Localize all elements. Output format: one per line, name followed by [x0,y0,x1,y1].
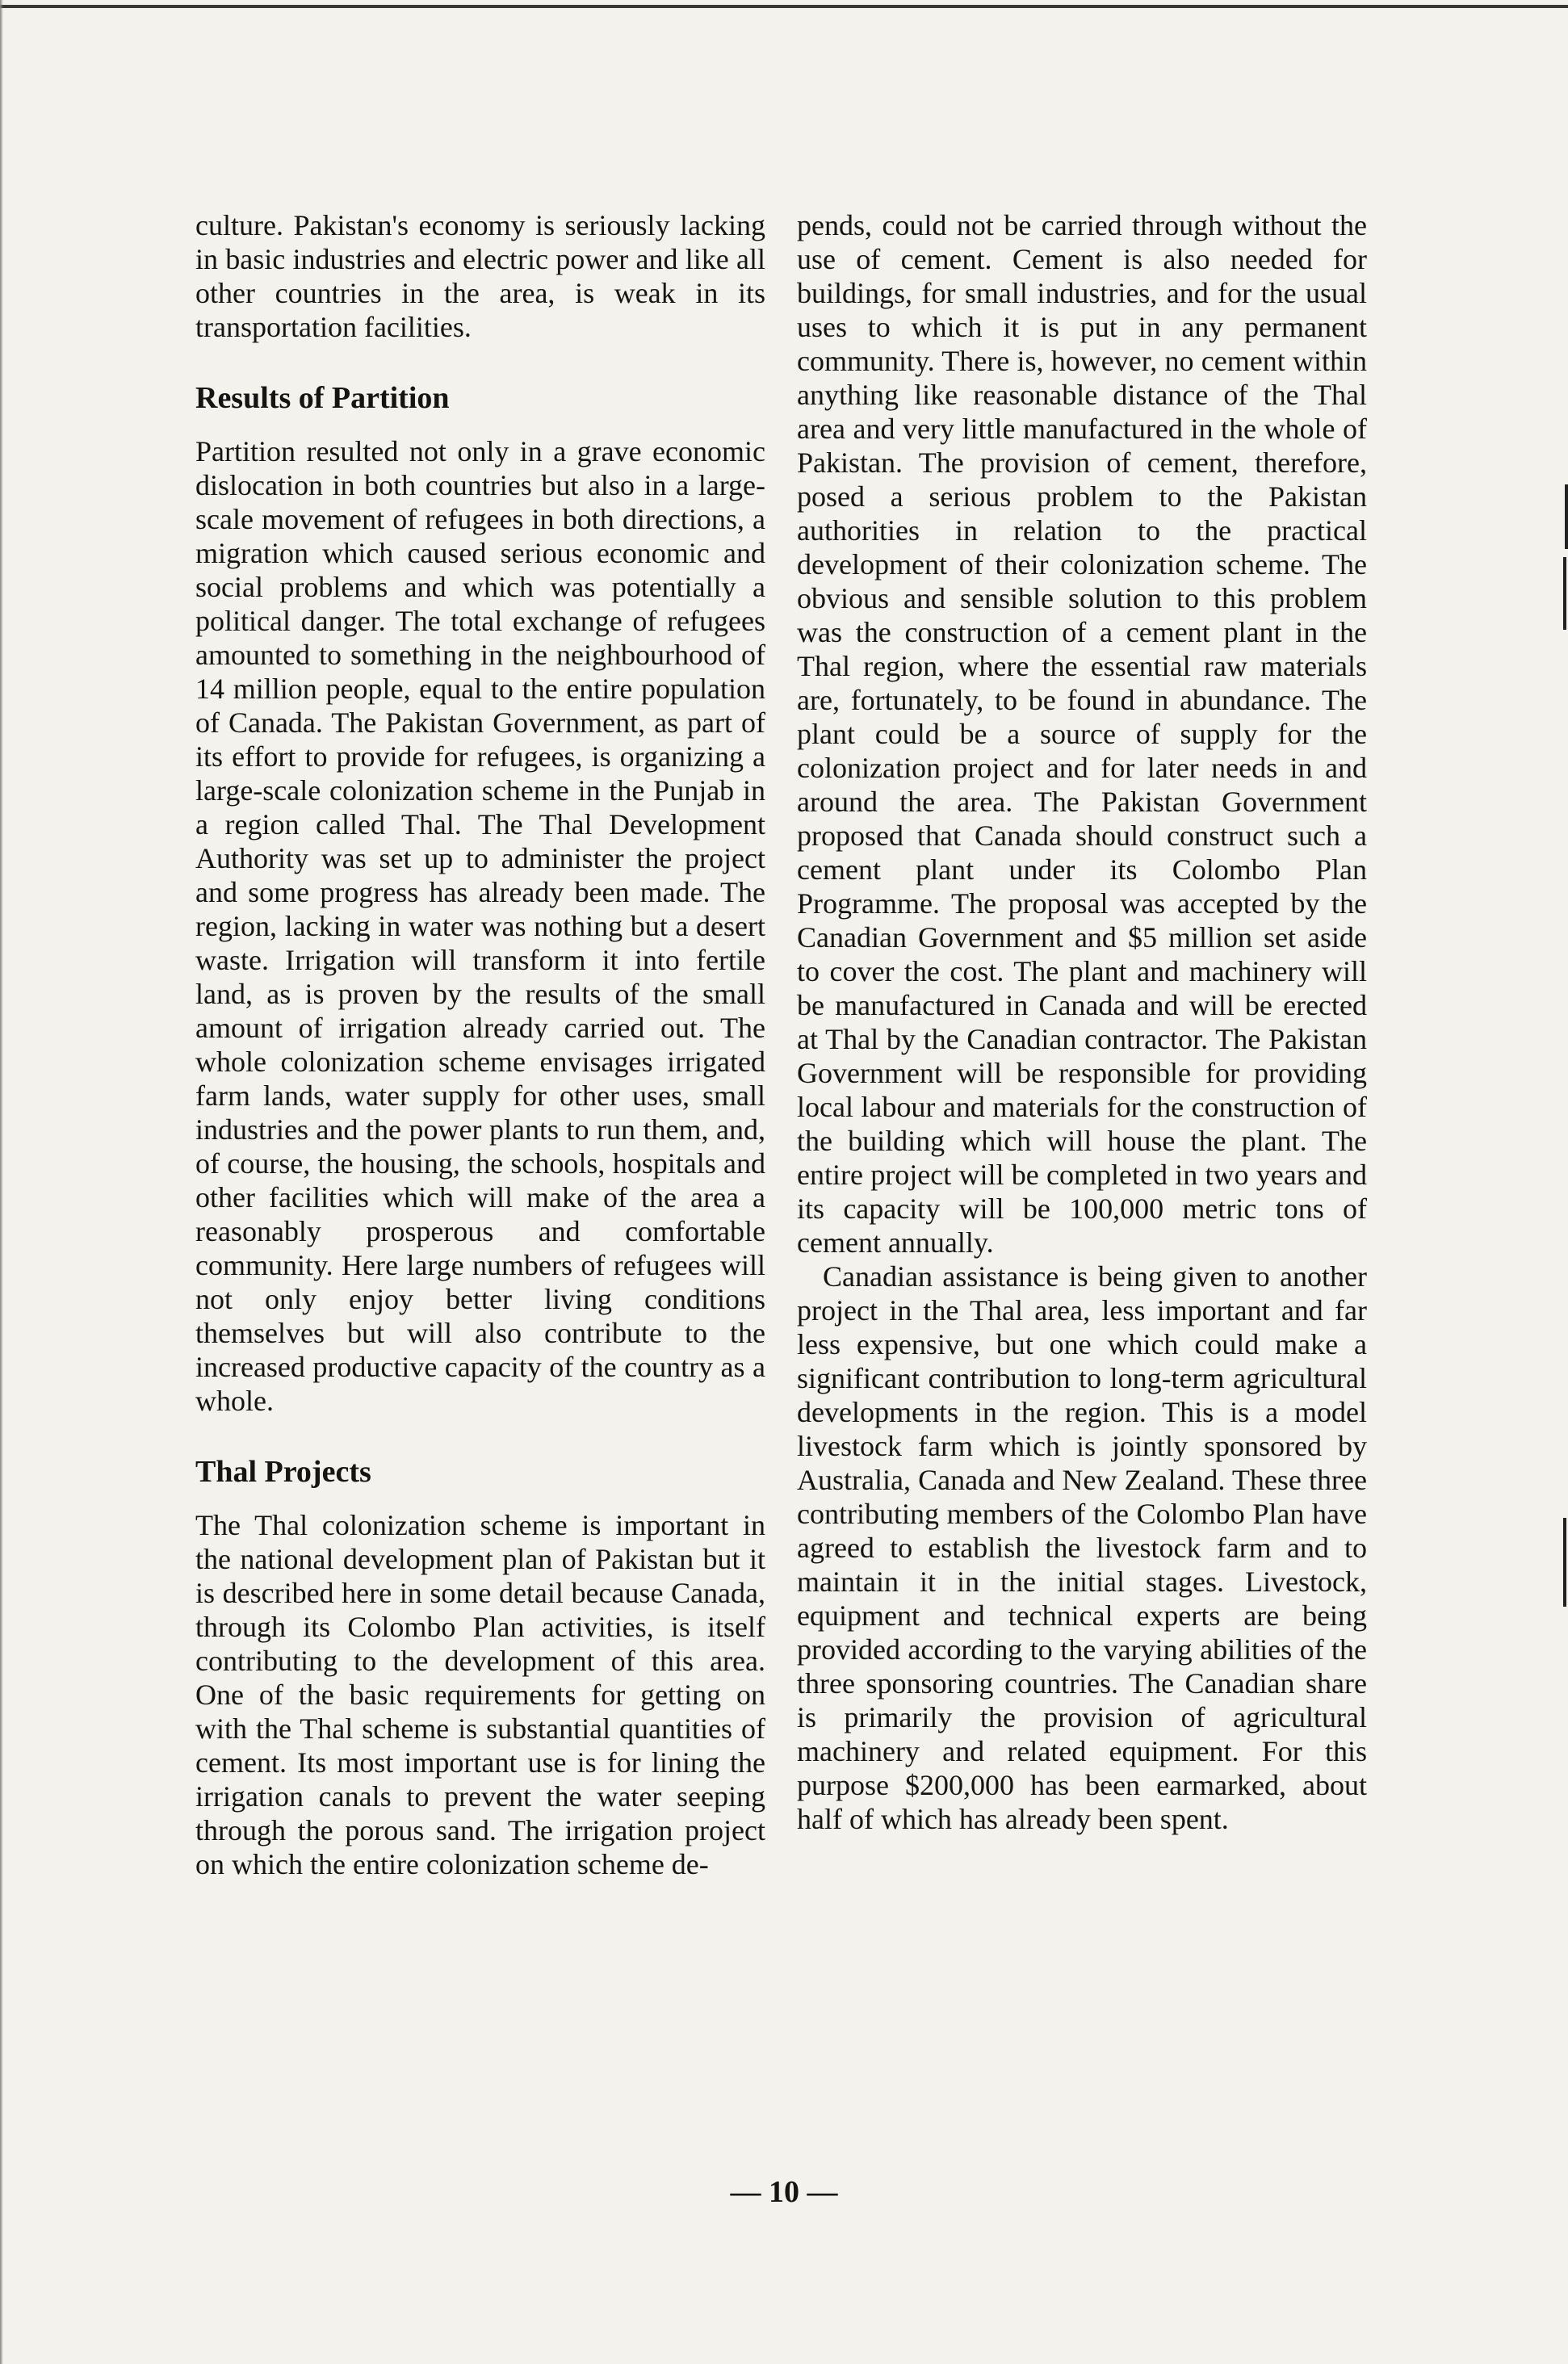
spacer [195,1418,765,1455]
left-column [195,208,765,1881]
right-column [797,208,1367,1836]
page-number: — 10 — [730,2175,838,2209]
spacer [195,1489,765,1508]
paragraph-livestock-farm: Canadian assistance is being given to another project in the Thal area, less important and far less expensive, but one which could make a significant contribution to long-term agricultural developments in the region. This is a model livestock farm which is jointly sponsored by Australia, Canada and New Zealand. These three contributing members of the Colombo Plan have agreed to establish the livestock farm and to maintain it in the initial stages. Livestock, equipment and technical experts are being provided according to the varying abilities of the three sponsoring countries. The Canadian share is primarily the provision of agricultural machinery and related equipment. For this purpose $200,000 has been earmarked, about half of which has already been spent. [797,1260,1367,1835]
spacer [195,344,765,381]
margin-bracket-mark [1565,484,1568,549]
heading-thal-projects: Thal Projects [195,1455,371,1489]
top-border-rule [0,5,1568,8]
margin-bracket-mark [1563,1518,1566,1607]
spacer [195,415,765,434]
paragraph-cement: pends, could not be carried through without the use of cement. Cement is also needed for buildings, for small industries, and for the usual uses to which it is put in any permanent community. There is, however, no cement within anything like reasonable distance of the Thal area and very little manufactured in the whole of Pakistan. The provision of cement, therefore, posed a serious problem to the Pakistan authorities in relation to the practical development of their colonization scheme. The obvious and sensible solution to this problem was the construction of a cement plant in the Thal region, where the essential raw materials are, fortunately, to be found in abundance. The plant could be a source of supply for the colonization project and for later needs in and around the area. The Pakistan Government proposed that Canada should construct such a cement plant under its Colombo Plan Programme. The proposal was accepted by the Canadian Government and $5 million set aside to cover the cost. The plant and machinery will be manufactured in Canada and will be erected at Thal by the Canadian contractor. The Pakistan Government will be responsible for providing local labour and materials for the construction of the building which will house the plant. The entire project will be completed in two years and its capacity will be 100,000 metric tons of cement annually. [797,209,1367,1259]
paragraph-thal-scheme: The Thal colonization scheme is important in the national development plan of Pakistan but it is described here in some detail because Canada, through its Colombo Plan activities, is itself contributing to the development of this area. One of the basic requirements for getting on with the Thal scheme is substantial quantities of cement. Its most important use is for lining the irrigation canals to prevent the water seeping through the porous sand. The irrigation project on which the entire colonization scheme de- [195,1509,765,1880]
heading-results-of-partition: Results of Partition [195,381,450,415]
paragraph-partition: Partition resulted not only in a grave economic dislocation in both countries but also in a large-scale movement of refugees in both directions, a migration which caused serious economic and social problems and which was potentially a political danger. The total exchange of refugees amounted to something in the neighbourhood of 14 million people, equal to the entire population of Canada. The Pakistan Government, as part of its effort to provide for refugees, is organizing a large-scale colonization scheme in the Punjab in a region called Thal. The Thal Development Authority was set up to administer the project and some progress has already been made. The region, lacking in water was nothing but a desert waste. Irrigation will transform it into fertile land, as is proven by the results of the small amount of irrigation already carried out. The whole colonization scheme envisages irrigated farm lands, water supply for other uses, small industries and the power plants to run them, and, of course, the housing, the schools, hospitals and other facilities which will make of the area a reasonably prosperous and comfortable community. Here large numbers of refugees will not only enjoy better living conditions themselves but will also contribute to the increased productive capacity of the country as a whole. [195,435,765,1417]
left-page-edge [0,0,3,2364]
paragraph-culture: culture. Pakistan's economy is seriously lacking in basic industries and electric power and like all other countries in the area, is weak in its transportation facilities. [195,209,765,343]
margin-bracket-mark [1563,557,1566,630]
